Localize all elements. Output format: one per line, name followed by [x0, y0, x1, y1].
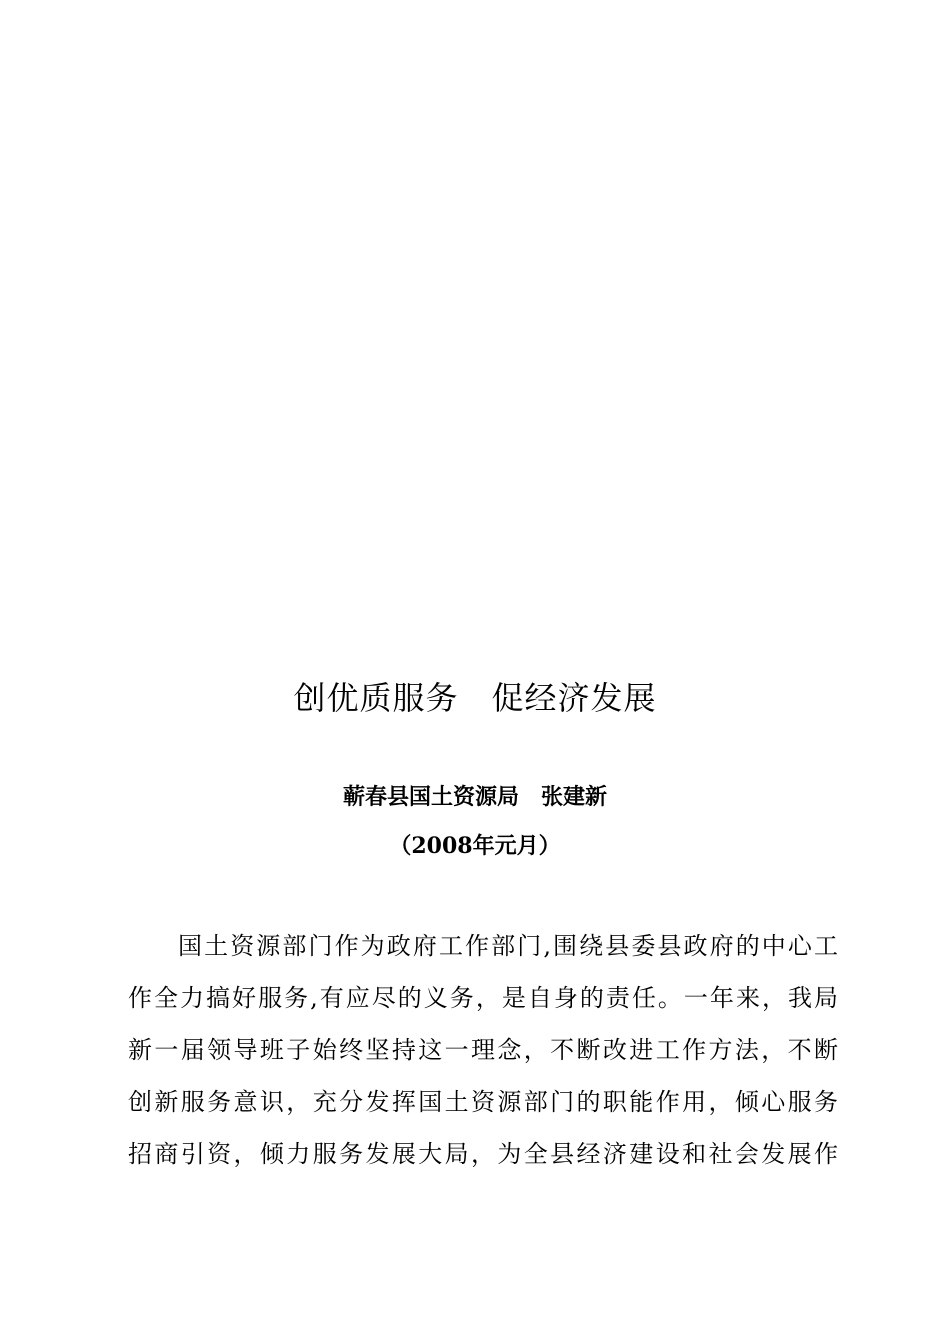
body-line: 创新服务意识，充分发挥国土资源部门的职能作用，倾心服务	[128, 1088, 838, 1116]
date-line: （2008年元月）	[389, 833, 561, 859]
body-line: 国土资源部门作为政府工作部门,围绕县委县政府的中心工	[178, 932, 838, 960]
body-line: 作全力搞好服务,有应尽的义务，是自身的责任。一年来，我局	[128, 984, 838, 1012]
document-title: 创优质服务 促经济发展	[293, 679, 657, 717]
author-line: 蕲春县国土资源局 张建新	[342, 784, 607, 810]
body-line: 新一届领导班子始终坚持这一理念，不断改进工作方法，不断	[128, 1036, 838, 1064]
body-line: 招商引资，倾力服务发展大局，为全县经济建设和社会发展作	[128, 1140, 838, 1168]
body-paragraph	[128, 924, 838, 1184]
